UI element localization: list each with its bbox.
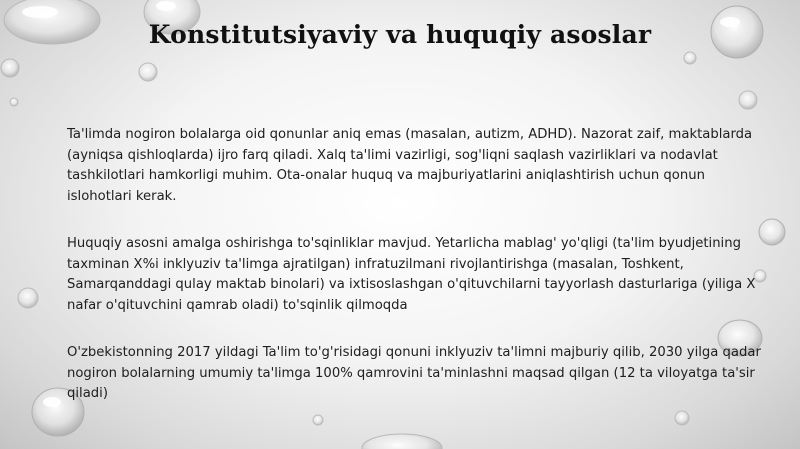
paragraph-2017-education-law: O'zbekistonning 2017 yildagi Ta'lim to'g'risidagi qonuni inklyuziv ta'limni majburiy qilib, 2030 yilga qadar nogiron bolalarning umumiy ta'limga 100% qamrovini ta'minlashni maqsad qilgan (12 ta viloyatga ta'sir qiladi) — [67, 345, 761, 401]
slide-body — [67, 125, 767, 432]
slide-title: Konstitutsiyaviy va huquqiy asoslar — [148, 20, 652, 49]
drop-left-small — [1, 59, 19, 106]
paragraph-legal-gaps: Ta'limda nogiron bolalarga oid qonunlar aniq emas (masalan, autizm, ADHD). Nazorat zaif, maktablarda (ayniqsa qishloqlarda) ijro farq qiladi. Xalq ta'limi vazirligi, sog'liqni saqlash vazirliklari va nodavlat tashkilotlari hamkorligi muhim. Ota-onalar huquq va majburiyatlarini aniqlashtirish uchun qonun islohotlari kerak. — [67, 127, 753, 204]
paragraph-implementation-barriers: Huquqiy asosni amalga oshirishga to'sqinliklar mavjud. Yetarlicha mablag' yo'qligi (ta'lim byudjetining taxminan X%i inklyuziv ta'limga ajratilgan) infratuzilmani rivojlantirishga (masalan, Toshkent, Samarqanddagi qulay maktab binolari) va ixtisoslashgan o'qituvchilarni tayyorlash dasturlariga (yiliga X nafar o'qituvchini qamrab oladi) to'sqinlik qilmoqda — [67, 236, 756, 313]
